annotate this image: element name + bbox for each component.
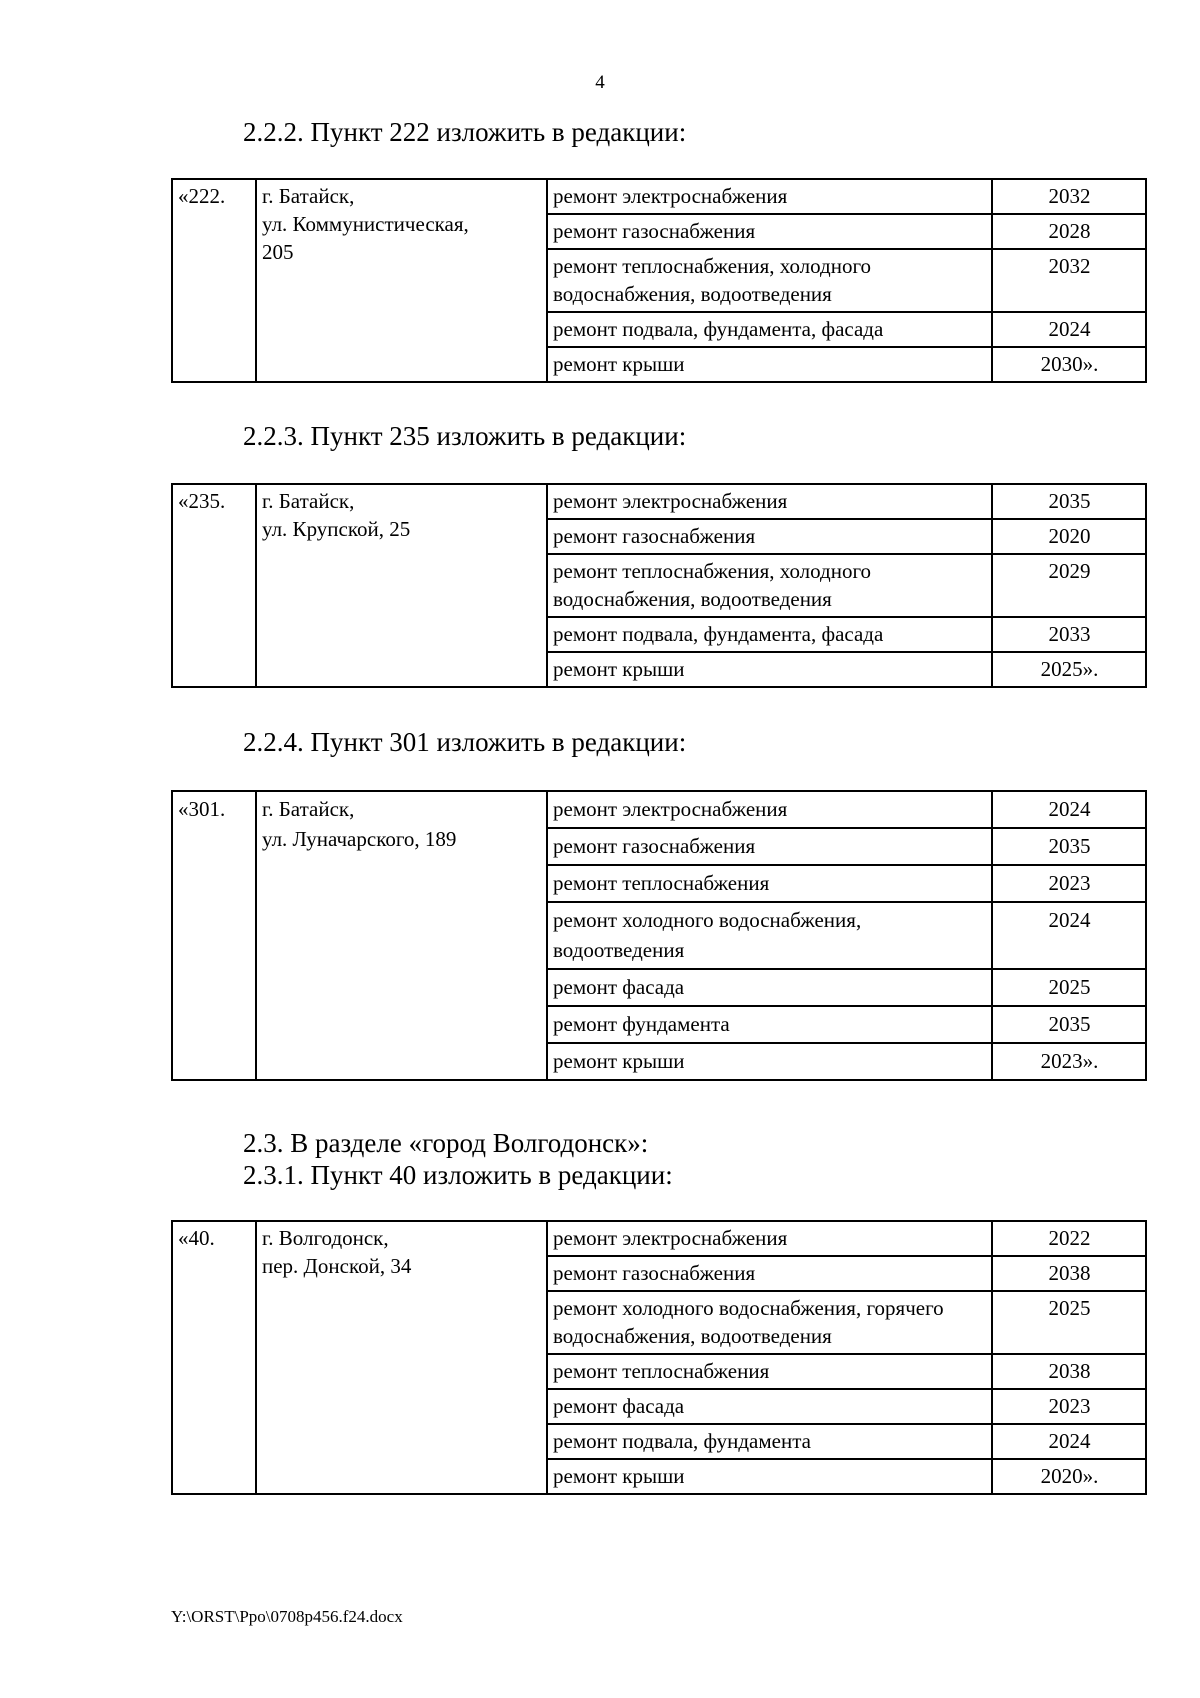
- work-type: ремонт фасада: [547, 1389, 992, 1424]
- work-year: 2033: [992, 617, 1146, 652]
- address-line: г. Батайск,: [262, 184, 355, 208]
- work-type: ремонт электроснабжения: [547, 791, 992, 828]
- work-year: 2024: [992, 312, 1146, 347]
- work-type: ремонт подвала, фундамента, фасада: [547, 617, 992, 652]
- table-row: [172, 791, 1146, 828]
- table-item-301: [171, 790, 1147, 1081]
- work-type: ремонт фундамента: [547, 1006, 992, 1043]
- work-year: 2035: [992, 1006, 1146, 1043]
- work-year: 2035: [992, 484, 1146, 519]
- table-row: [172, 179, 1146, 214]
- work-type: ремонт теплоснабжения, холодного водоснабжения, водоотведения: [547, 249, 992, 312]
- table-item-40: [171, 1220, 1147, 1495]
- work-year: 2025».: [992, 652, 1146, 687]
- item-number: «301.: [172, 791, 256, 1080]
- work-year: 2032: [992, 249, 1146, 312]
- work-year: 2028: [992, 214, 1146, 249]
- address-line: г. Батайск,: [262, 797, 355, 821]
- work-type: ремонт крыши: [547, 1459, 992, 1494]
- work-type: ремонт подвала, фундамента, фасада: [547, 312, 992, 347]
- section-heading-volgodonsk: 2.3. В разделе «город Волгодонск»:: [243, 1128, 649, 1158]
- work-year: 2035: [992, 828, 1146, 865]
- section-heading-301: 2.2.4. Пункт 301 изложить в редакции:: [243, 727, 687, 757]
- work-type: ремонт крыши: [547, 347, 992, 382]
- work-type: ремонт газоснабжения: [547, 214, 992, 249]
- table-item-235: [171, 483, 1147, 688]
- work-year: 2029: [992, 554, 1146, 617]
- work-type: ремонт теплоснабжения: [547, 865, 992, 902]
- section-heading-40: 2.3.1. Пункт 40 изложить в редакции:: [243, 1160, 673, 1190]
- work-year: 2023».: [992, 1043, 1146, 1080]
- work-type: ремонт электроснабжения: [547, 179, 992, 214]
- address-cell: [256, 791, 547, 1080]
- work-year: 2038: [992, 1256, 1146, 1291]
- work-type: ремонт холодного водоснабжения, водоотведения: [547, 902, 992, 969]
- table-row: [172, 1221, 1146, 1256]
- address-cell: [256, 1221, 547, 1494]
- address-line: ул. Луначарского, 189: [262, 827, 457, 851]
- page-number: 4: [595, 72, 605, 93]
- work-year: 2023: [992, 865, 1146, 902]
- address-line: ул. Крупской, 25: [262, 517, 411, 541]
- work-type: ремонт электроснабжения: [547, 484, 992, 519]
- work-type: ремонт холодного водоснабжения, горячего водоснабжения, водоотведения: [547, 1291, 992, 1354]
- work-type: ремонт теплоснабжения: [547, 1354, 992, 1389]
- work-year: 2024: [992, 902, 1146, 969]
- section-heading-222: 2.2.2. Пункт 222 изложить в редакции:: [243, 117, 687, 147]
- work-type: ремонт газоснабжения: [547, 828, 992, 865]
- item-number: «235.: [172, 484, 256, 687]
- table-row: [172, 484, 1146, 519]
- work-type: ремонт электроснабжения: [547, 1221, 992, 1256]
- work-year: 2022: [992, 1221, 1146, 1256]
- work-type: ремонт крыши: [547, 652, 992, 687]
- work-year: 2024: [992, 791, 1146, 828]
- section-heading-235: 2.2.3. Пункт 235 изложить в редакции:: [243, 421, 687, 451]
- work-year: 2025: [992, 1291, 1146, 1354]
- work-year: 2030».: [992, 347, 1146, 382]
- address-cell: [256, 484, 547, 687]
- work-year: 2025: [992, 969, 1146, 1006]
- work-type: ремонт газоснабжения: [547, 519, 992, 554]
- work-type: ремонт газоснабжения: [547, 1256, 992, 1291]
- file-path-footer: Y:\ORST\Ppo\0708p456.f24.docx: [171, 1607, 403, 1626]
- work-year: 2038: [992, 1354, 1146, 1389]
- address-cell: [256, 179, 547, 382]
- work-year: 2023: [992, 1389, 1146, 1424]
- work-type: ремонт подвала, фундамента: [547, 1424, 992, 1459]
- address-line: ул. Коммунистическая,: [262, 212, 469, 236]
- address-line: г. Батайск,: [262, 489, 355, 513]
- work-type: ремонт крыши: [547, 1043, 992, 1080]
- work-year: 2024: [992, 1424, 1146, 1459]
- item-number: «40.: [172, 1221, 256, 1494]
- work-year: 2032: [992, 179, 1146, 214]
- work-type: ремонт фасада: [547, 969, 992, 1006]
- work-type: ремонт теплоснабжения, холодного водоснабжения, водоотведения: [547, 554, 992, 617]
- address-line: 205: [262, 240, 294, 264]
- address-line: пер. Донской, 34: [262, 1254, 412, 1278]
- address-line: г. Волгодонск,: [262, 1226, 389, 1250]
- table-item-222: [171, 178, 1147, 383]
- item-number: «222.: [172, 179, 256, 382]
- work-year: 2020: [992, 519, 1146, 554]
- work-year: 2020».: [992, 1459, 1146, 1494]
